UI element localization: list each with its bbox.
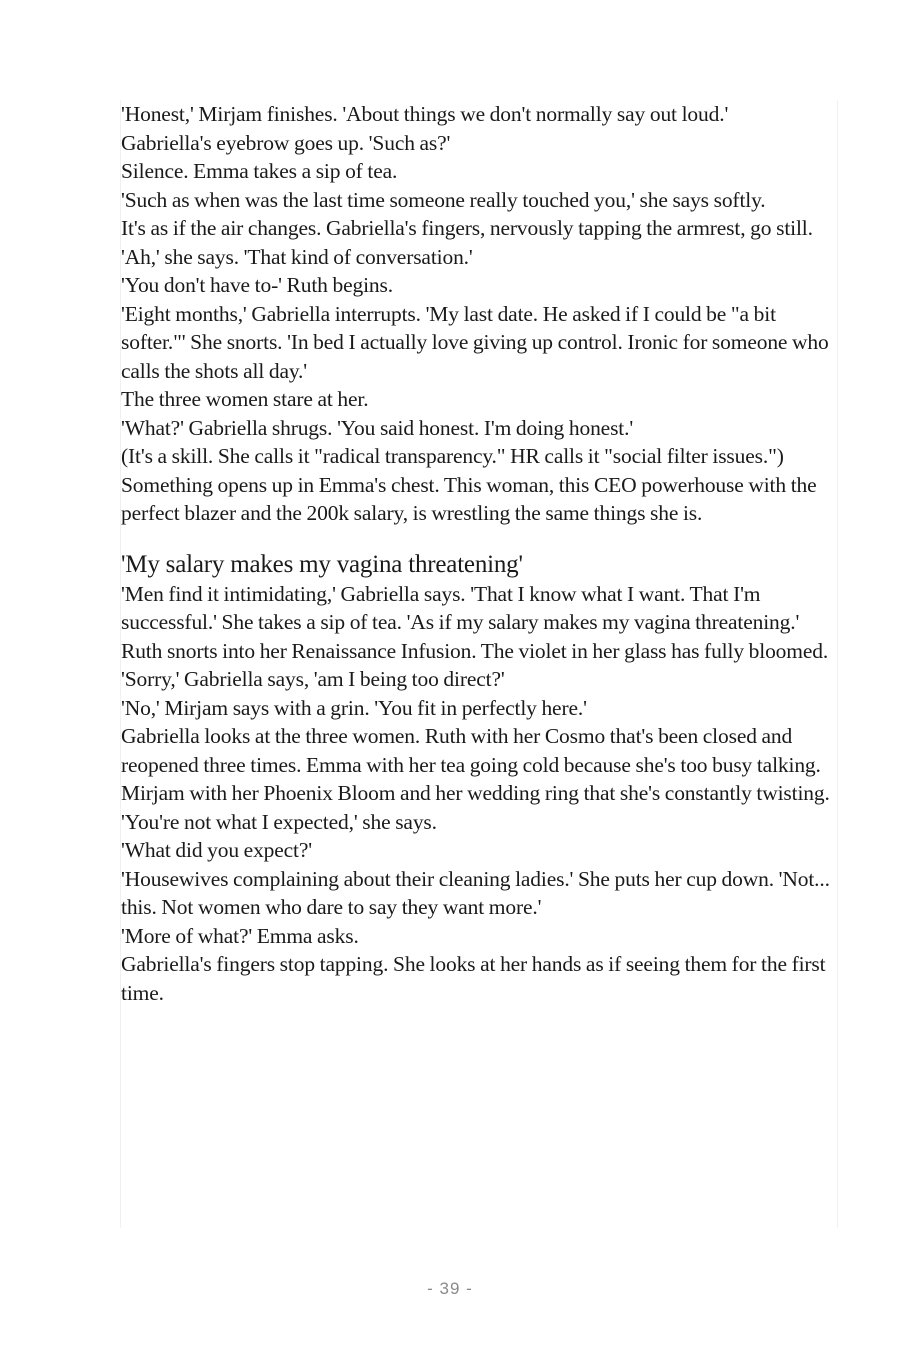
paragraph: The three women stare at her. [121,387,369,411]
paragraph: 'Ah,' she says. 'That kind of conversation.' [121,244,473,269]
paragraph: 'What?' Gabriella shrugs. 'You said honest. I'm doing honest.' [121,415,634,440]
paragraph: 'Sorry,' Gabriella says, 'am I being too direct?' [121,667,505,691]
paragraph: Something opens up in Emma's chest. This woman, this CEO powerhouse with the perfect blazer and the 200k salary, is wrestling the same things she is. [121,472,817,525]
paragraph: 'Honest,' Mirjam finishes. 'About things we don't normally say out loud.' [121,102,729,126]
paragraph: 'You're not what I expected,' she says. [121,809,437,834]
paragraph: 'Such as when was the last time someone really touched you,' she says softly. [121,187,766,212]
paragraph: (It's a skill. She calls it "radical transparency." HR calls it "social filter issues.") [121,444,784,468]
paragraph: Gabriella looks at the three women. Ruth with her Cosmo that's been closed and reopened three times. Emma with her tea going cold because she's too busy talking. Mirjam with her Phoenix Bloom and her wedding ring that she's constantly twisting. [121,724,830,805]
paragraph: Ruth snorts into her Renaissance Infusion. The violet in her glass has fully bloomed. [121,638,829,663]
page-number: - 39 - [427,1279,473,1298]
paragraph: 'Housewives complaining about their cleaning ladies.' She puts her cup down. 'Not... this. Not women who dare to say they want more.' [121,866,830,919]
paragraph: It's as if the air changes. Gabriella's fingers, nervously tapping the armrest, go still. [121,216,813,240]
paragraph: Gabriella's eyebrow goes up. 'Such as?' [121,130,451,155]
paragraph: 'What did you expect?' [121,838,312,862]
section-heading: 'My salary makes my vagina threatening' [121,550,523,578]
page-text-block [120,100,838,1228]
paragraph: 'Eight months,' Gabriella interrupts. 'My last date. He asked if I could be "a bit softer."' She snorts. 'In bed I actually love giving up control. Ironic for someone who calls the shots all day.' [121,301,829,383]
paragraph: 'Men find it intimidating,' Gabriella says. 'That I know what I want. That I'm successful.' She takes a sip of tea. 'As if my salary makes my vagina threatening.' [121,581,800,634]
paragraph: 'More of what?' Emma asks. [121,923,359,948]
paragraph: 'No,' Mirjam says with a grin. 'You fit in perfectly here.' [121,695,587,720]
paragraph: Silence. Emma takes a sip of tea. [121,159,398,183]
paragraph: Gabriella's fingers stop tapping. She looks at her hands as if seeing them for the first time. [121,952,826,1005]
paragraph: 'You don't have to-' Ruth begins. [121,273,393,297]
